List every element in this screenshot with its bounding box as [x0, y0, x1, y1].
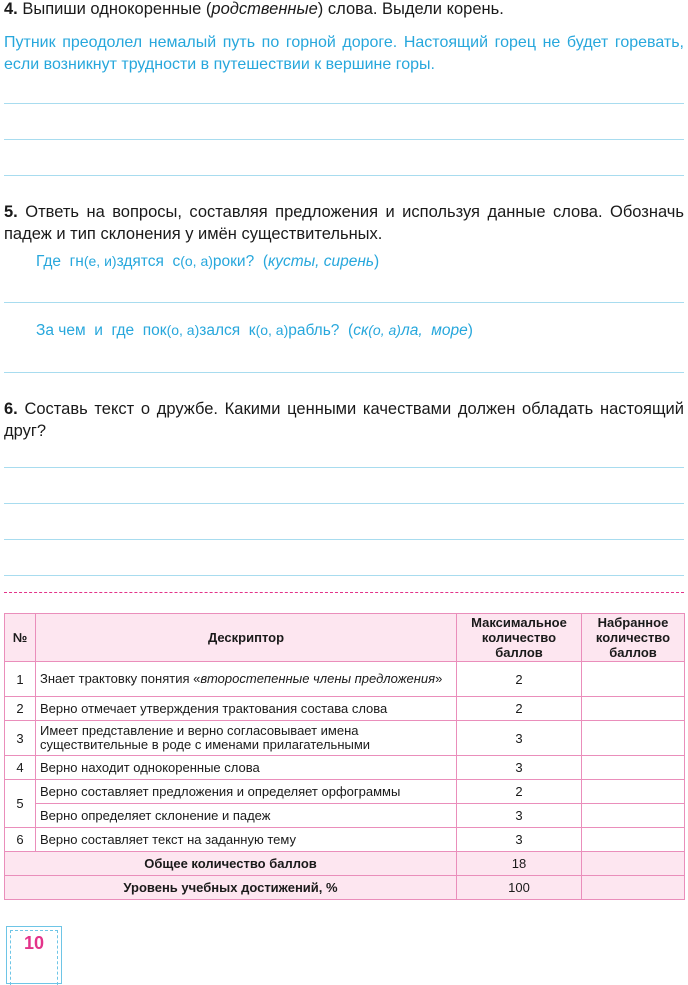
assessment-table	[4, 613, 685, 900]
header-earned-score: Набранное количество баллов	[582, 614, 685, 662]
task-5-number: 5.	[4, 203, 18, 221]
row-score-cell[interactable]	[582, 721, 685, 756]
row-score-cell[interactable]	[582, 756, 685, 780]
row-descriptor: Верно отмечает утверждения трактования состава слова	[36, 697, 457, 721]
row-score-cell[interactable]	[582, 697, 685, 721]
row-max-score: 3	[457, 828, 582, 852]
row-number: 2	[5, 697, 36, 721]
page-number-box	[6, 926, 62, 984]
row-max-score: 2	[457, 780, 582, 804]
task-5-prompt: 5. Ответь на вопросы, составляя предложения и используя данные слова. Обозначь падеж и тип склонения у имён существительных.	[4, 203, 684, 243]
answer-line[interactable]	[4, 503, 684, 504]
row-max-score: 3	[457, 721, 582, 756]
answer-line[interactable]	[4, 575, 684, 576]
row-descriptor: Знает трактовку понятия «второстепенные члены предложения»	[36, 662, 457, 697]
page-number: 10	[23, 933, 45, 953]
row-max-score: 2	[457, 697, 582, 721]
level-value: 100	[457, 876, 582, 900]
level-row	[5, 876, 685, 900]
task-4-number: 4.	[4, 0, 18, 18]
row-descriptor: Верно определяет склонение и падеж	[36, 804, 457, 828]
row-max-score: 2	[457, 662, 582, 697]
row-number: 4	[5, 756, 36, 780]
answer-line[interactable]	[4, 302, 684, 303]
task-4-prompt: 4. Выпиши однокоренные (родственные) слова. Выдели корень.	[4, 0, 504, 18]
row-score-cell[interactable]	[582, 662, 685, 697]
total-label: Общее количество баллов	[5, 852, 457, 876]
task-6-prompt: 6. Составь текст о дружбе. Какими ценными качествами должен обладать настоящий друг?	[4, 400, 684, 440]
level-score-cell[interactable]	[582, 876, 685, 900]
answer-line[interactable]	[4, 139, 684, 140]
row-score-cell[interactable]	[582, 804, 685, 828]
total-value: 18	[457, 852, 582, 876]
table-row	[5, 697, 685, 721]
table-row	[5, 780, 685, 804]
task-5-question-2: За чем и где пок(о, а)зался к(о, а)рабль? (ск(о, а)ла, море)	[36, 322, 473, 339]
total-row	[5, 852, 685, 876]
row-max-score: 3	[457, 804, 582, 828]
level-label: Уровень учебных достижений, %	[5, 876, 457, 900]
row-descriptor: Верно составляет текст на заданную тему	[36, 828, 457, 852]
row-descriptor: Имеет представление и верно согласовывает имена существительные в роде с именами прилагательными	[36, 721, 457, 756]
table-row	[5, 804, 685, 828]
header-number: №	[5, 614, 36, 662]
row-score-cell[interactable]	[582, 828, 685, 852]
table-row	[5, 756, 685, 780]
cut-line-divider	[4, 592, 684, 593]
table-row	[5, 828, 685, 852]
table-row	[5, 662, 685, 697]
row-number: 5	[5, 780, 36, 828]
table-header-row	[5, 614, 685, 662]
total-score-cell[interactable]	[582, 852, 685, 876]
row-descriptor: Верно составляет предложения и определяет орфограммы	[36, 780, 457, 804]
answer-line[interactable]	[4, 467, 684, 468]
answer-line[interactable]	[4, 103, 684, 104]
task-4-passage: Путник преодолел немалый путь по горной дороге. Настоящий горец не будет горевать, если возникнут трудности в путешествии к вершине горы.	[4, 34, 684, 73]
header-max-score: Максимальное количество баллов	[457, 614, 582, 662]
row-max-score: 3	[457, 756, 582, 780]
task-6-number: 6.	[4, 400, 18, 418]
header-descriptor: Дескриптор	[36, 614, 457, 662]
row-number: 6	[5, 828, 36, 852]
answer-line[interactable]	[4, 539, 684, 540]
table-row	[5, 721, 685, 756]
row-number: 1	[5, 662, 36, 697]
answer-line[interactable]	[4, 372, 684, 373]
row-number: 3	[5, 721, 36, 756]
row-descriptor: Верно находит однокоренные слова	[36, 756, 457, 780]
task-5-question-1: Где гн(е, и)здятся с(о, а)роки? (кусты, сирень)	[36, 253, 380, 270]
answer-line[interactable]	[4, 175, 684, 176]
row-score-cell[interactable]	[582, 780, 685, 804]
